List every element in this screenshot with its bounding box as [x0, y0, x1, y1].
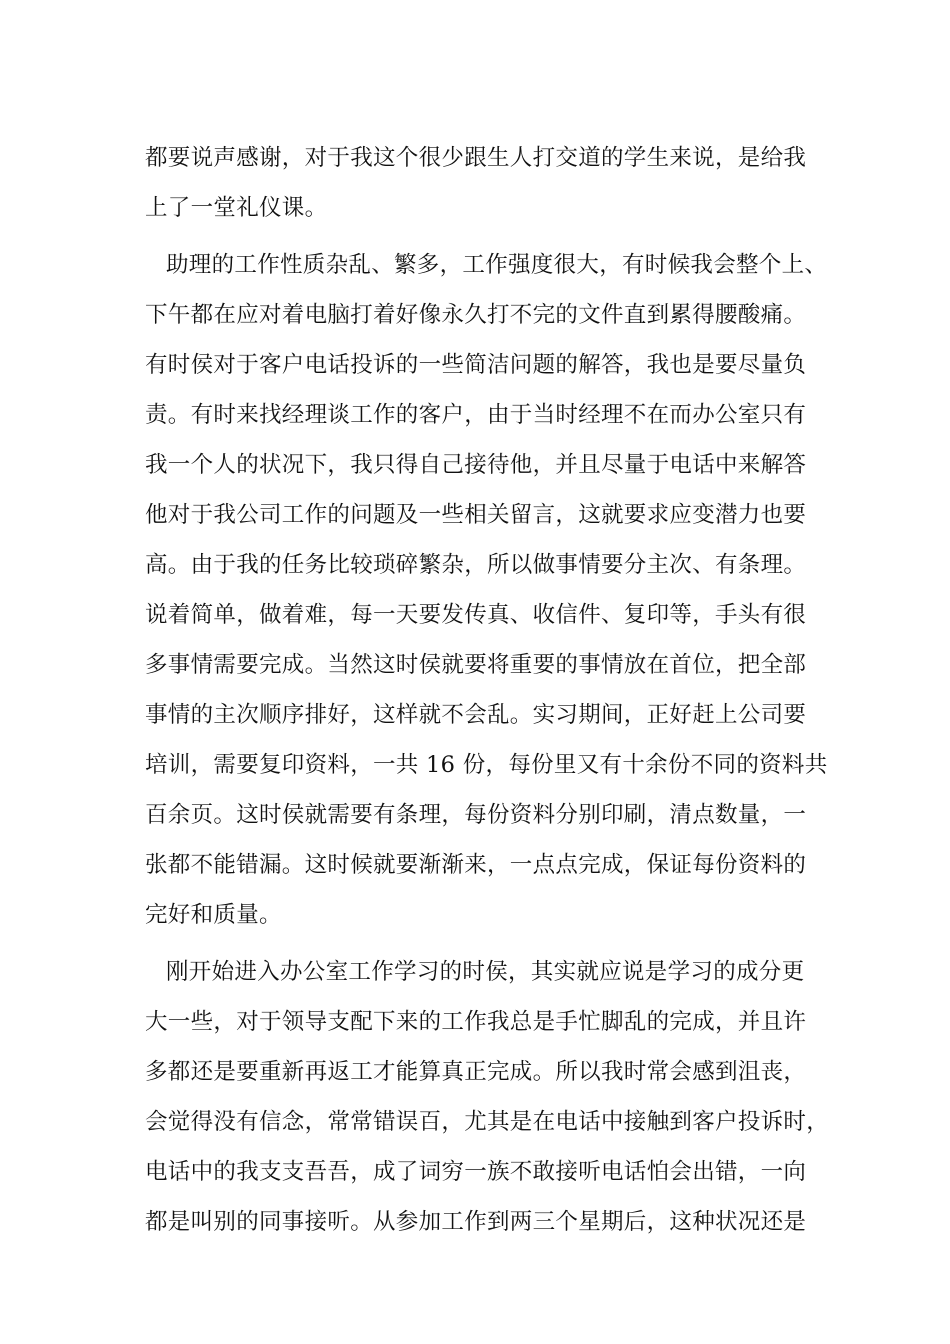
text-line: 上了一堂礼仪课。: [145, 195, 328, 221]
text-line: 下午都在应对着电脑打着好像永久打不完的文件直到累得腰酸痛。: [145, 302, 807, 328]
text-line: 责。有时来找经理谈工作的客户，由于当时经理不在而办公室只有: [145, 402, 807, 428]
text-line: 完好和质量。: [145, 902, 282, 928]
text-line: 多都还是要重新再返工才能算真正完成。所以我时常会感到沮丧，: [145, 1059, 807, 1085]
text-line: 电话中的我支支吾吾，成了词穷一族不敢接听电话怕会出错，一向: [145, 1159, 807, 1185]
text-line: 都要说声感谢，对于我这个很少跟生人打交道的学生来说，是给我: [145, 145, 807, 171]
text-line: 会觉得没有信念，常常错误百，尤其是在电话中接触到客户投诉时，: [145, 1109, 830, 1135]
text-line: 高。由于我的任务比较琐碎繁杂，所以做事情要分主次、有条理。: [145, 552, 807, 578]
paragraph-first-line: 助理的工作性质杂乱、繁多，工作强度很大，有时候我会整个上、: [166, 252, 828, 278]
text-line: 事情的主次顺序排好，这样就不会乱。实习期间，正好赶上公司要: [145, 702, 807, 728]
text-line: 张都不能错漏。这时候就要渐渐来，一点点完成，保证每份资料的: [145, 852, 807, 878]
text-line: 多事情需要完成。当然这时侯就要将重要的事情放在首位，把全部: [145, 652, 807, 678]
text-line: 百余页。这时侯就需要有条理，每份资料分别印刷，清点数量，一: [145, 802, 807, 828]
text-line: 说着简单，做着难，每一天要发传真、收信件、复印等，手头有很: [145, 602, 807, 628]
text-line: 培训，需要复印资料，一共 16 份，每份里又有十余份不同的资料共: [145, 752, 828, 778]
text-line: 有时侯对于客户电话投诉的一些简洁问题的解答，我也是要尽量负: [145, 352, 807, 378]
text-line: 我一个人的状况下，我只得自己接待他，并且尽量于电话中来解答: [145, 452, 807, 478]
body-text: [145, 133, 830, 1247]
text-line: 他对于我公司工作的问题及一些相关留言，这就要求应变潜力也要: [145, 502, 807, 528]
text-line: 都是叫别的同事接听。从参加工作到两三个星期后，这种状况还是: [145, 1209, 807, 1235]
text-line: 大一些，对于领导支配下来的工作我总是手忙脚乱的完成，并且许: [145, 1009, 807, 1035]
paragraph-first-line: 刚开始进入办公室工作学习的时侯，其实就应说是学习的成分更: [166, 959, 805, 985]
